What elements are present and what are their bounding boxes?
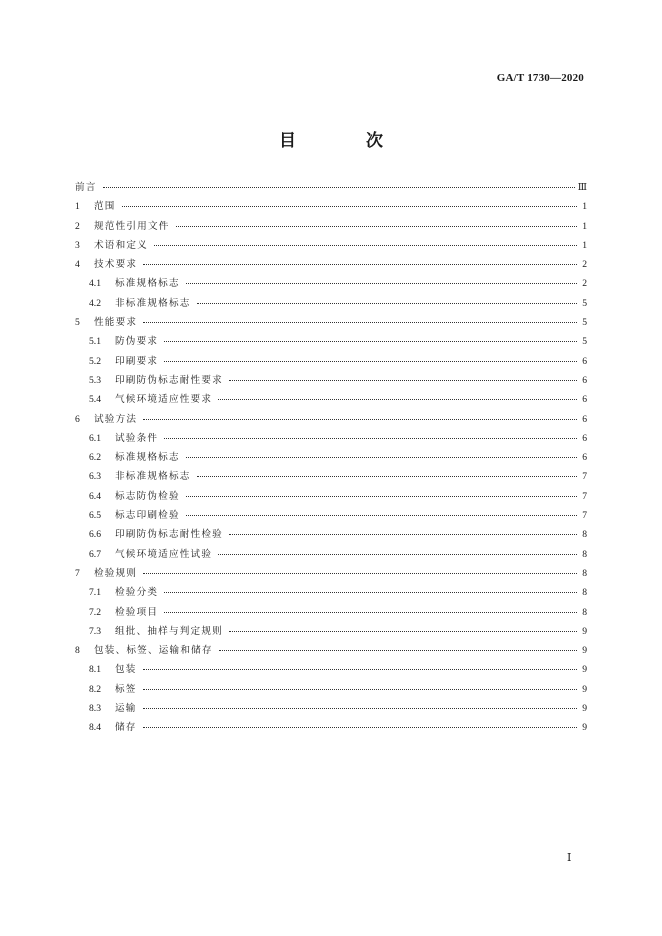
toc-dot-leader [197,303,577,304]
toc-dot-leader [229,534,577,535]
toc-entry[interactable] [75,564,587,583]
page-number: Ⅰ [567,852,572,864]
toc-dot-leader [164,592,577,593]
toc-entry-title: 非标准规格标志 [115,297,191,309]
toc-dot-leader [164,361,577,362]
toc-entry-page: 1 [582,220,587,232]
toc-entry-number: 6.5 [89,510,101,522]
toc-entry[interactable] [75,255,587,274]
toc-dot-leader [122,206,577,207]
toc-entry-page: 6 [582,432,587,444]
toc-entry-number: 6.6 [89,529,101,541]
toc-entry-title: 储存 [115,722,137,734]
toc-entry-number: 8.2 [89,683,101,695]
toc-entry-title: 检验分类 [115,587,159,599]
toc-dot-leader [176,226,577,227]
toc-entry-page: 9 [582,722,587,734]
toc-dot-leader [143,727,577,728]
toc-entry[interactable] [75,603,587,622]
toc-dot-leader [143,322,577,323]
toc-entry-page: 9 [582,625,587,637]
toc-dot-leader [143,708,577,709]
toc-dot-leader [219,650,577,651]
toc-entry-page: 6 [582,452,587,464]
toc-entry-title: 规范性引用文件 [94,220,170,232]
toc-entry-title: 标志印刷检验 [115,510,180,522]
toc-entry[interactable] [75,371,587,390]
toc-entry-number: 4.1 [89,278,101,290]
toc-entry[interactable] [75,332,587,351]
toc-entry-page: 6 [582,394,587,406]
toc-entry-page: 5 [582,297,587,309]
toc-dot-leader [186,515,577,516]
toc-entry-title: 非标准规格标志 [115,471,191,483]
toc-entry[interactable] [75,313,587,332]
toc-entry-page: 8 [582,529,587,541]
toc-entry[interactable] [75,660,587,679]
toc-entry-title: 标准规格标志 [115,452,180,464]
toc-entry-title: 包装 [115,664,137,676]
toc-dot-leader [218,399,577,400]
toc-entry-title: 试验方法 [94,413,138,425]
toc-entry-number: 6.7 [89,548,101,560]
toc-entry-title: 标准规格标志 [115,278,180,290]
toc-entry-number: 7 [75,567,80,579]
toc-entry-number: 4.2 [89,297,101,309]
toc-entry[interactable] [75,274,587,293]
table-of-contents [75,178,587,738]
toc-entry-page: 8 [582,567,587,579]
toc-entry-title: 气候环境适应性要求 [115,394,213,406]
toc-entry-page: 7 [582,471,587,483]
toc-dot-leader [154,245,577,246]
toc-entry[interactable] [75,718,587,737]
toc-entry-page: 9 [582,703,587,715]
toc-dot-leader [229,631,577,632]
toc-entry-number: 3 [75,239,80,251]
toc-entry[interactable] [75,294,587,313]
toc-entry[interactable] [75,429,587,448]
toc-entry-title: 技术要求 [94,259,138,271]
toc-entry-title: 印刷防伪标志耐性要求 [115,374,223,386]
toc-dot-leader [164,438,577,439]
toc-entry-number: 6.1 [89,432,101,444]
toc-dot-leader [197,476,577,477]
toc-heading: 目 次 [279,131,415,151]
toc-dot-leader [143,264,577,265]
toc-entry[interactable] [75,467,587,486]
toc-entry[interactable] [75,217,587,236]
toc-dot-leader [143,419,577,420]
toc-entry-page: 7 [582,490,587,502]
toc-dot-leader [103,187,575,188]
toc-entry-page: 1 [582,239,587,251]
toc-entry-number: 5 [75,317,80,329]
toc-entry-title: 包装、标签、运输和储存 [94,645,213,657]
toc-entry-number: 1 [75,201,80,213]
toc-dot-leader [164,612,577,613]
toc-dot-leader [186,457,577,458]
toc-dot-leader [186,496,577,497]
toc-entry[interactable] [75,506,587,525]
toc-entry-page: 5 [582,317,587,329]
toc-entry[interactable] [75,641,587,660]
toc-entry-page: 2 [582,259,587,271]
toc-dot-leader [143,669,577,670]
toc-dot-leader [164,341,577,342]
toc-entry[interactable] [75,545,587,564]
toc-entry-title: 气候环境适应性试验 [115,548,213,560]
toc-entry-title: 范围 [94,201,116,213]
toc-entry-number: 7.3 [89,625,101,637]
toc-entry-page: 5 [582,336,587,348]
toc-dot-leader [143,573,577,574]
toc-entry-number: 2 [75,220,80,232]
toc-entry-page: 6 [582,413,587,425]
toc-dot-leader [229,380,577,381]
toc-entry-page: 9 [582,645,587,657]
toc-entry-number: 5.3 [89,374,101,386]
toc-entry-page: 8 [582,587,587,599]
toc-entry[interactable] [75,525,587,544]
toc-entry-title: 性能要求 [94,317,138,329]
toc-entry-page: 7 [582,510,587,522]
toc-entry[interactable] [75,622,587,641]
toc-entry[interactable] [75,352,587,371]
toc-entry-number: 6.2 [89,452,101,464]
toc-entry-number: 6 [75,413,80,425]
toc-entry-page: 6 [582,355,587,367]
toc-entry-page: 6 [582,374,587,386]
toc-entry-page: Ⅲ [577,182,587,193]
toc-entry-title: 标签 [115,683,137,695]
toc-entry[interactable] [75,197,587,216]
toc-dot-leader [143,689,577,690]
toc-entry[interactable] [75,448,587,467]
toc-entry-number: 7.1 [89,587,101,599]
toc-entry-number: 5.2 [89,355,101,367]
toc-dot-leader [186,283,577,284]
toc-entry-title: 术语和定义 [94,239,148,251]
toc-entry-title: 检验项目 [115,606,159,618]
toc-entry-page: 8 [582,548,587,560]
toc-entry-number: 8.4 [89,722,101,734]
toc-entry-number: 8.1 [89,664,101,676]
toc-entry[interactable] [75,680,587,699]
toc-entry-page: 9 [582,683,587,695]
toc-entry-number: 5.1 [89,336,101,348]
toc-entry[interactable] [75,583,587,602]
toc-entry-number: 6.3 [89,471,101,483]
toc-entry-number: 7.2 [89,606,101,618]
toc-entry-page: 2 [582,278,587,290]
document-code: GA/T 1730—2020 [496,72,584,84]
toc-entry[interactable] [75,236,587,255]
toc-entry[interactable] [75,699,587,718]
toc-entry-title: 试验条件 [115,432,159,444]
toc-entry-number: 8.3 [89,703,101,715]
toc-entry[interactable] [75,178,587,197]
toc-entry-title: 标志防伪检验 [115,490,180,502]
toc-entry-page: 1 [582,201,587,213]
toc-entry-page: 8 [582,606,587,618]
toc-entry[interactable] [75,390,587,409]
toc-entry-number: 5.4 [89,394,101,406]
toc-entry-number: 4 [75,259,80,271]
toc-entry-title: 运输 [115,703,137,715]
toc-entry-title: 防伪要求 [115,336,159,348]
toc-dot-leader [218,554,577,555]
toc-entry-title: 组批、抽样与判定规则 [115,625,223,637]
toc-entry[interactable] [75,487,587,506]
toc-entry-number: 6.4 [89,490,101,502]
toc-entry-title: 印刷要求 [115,355,159,367]
toc-entry-title: 前言 [75,182,97,193]
toc-entry-number: 8 [75,645,80,657]
toc-entry-title: 检验规则 [94,567,138,579]
toc-entry[interactable] [75,410,587,429]
toc-entry-title: 印刷防伪标志耐性检验 [115,529,223,541]
toc-entry-page: 9 [582,664,587,676]
